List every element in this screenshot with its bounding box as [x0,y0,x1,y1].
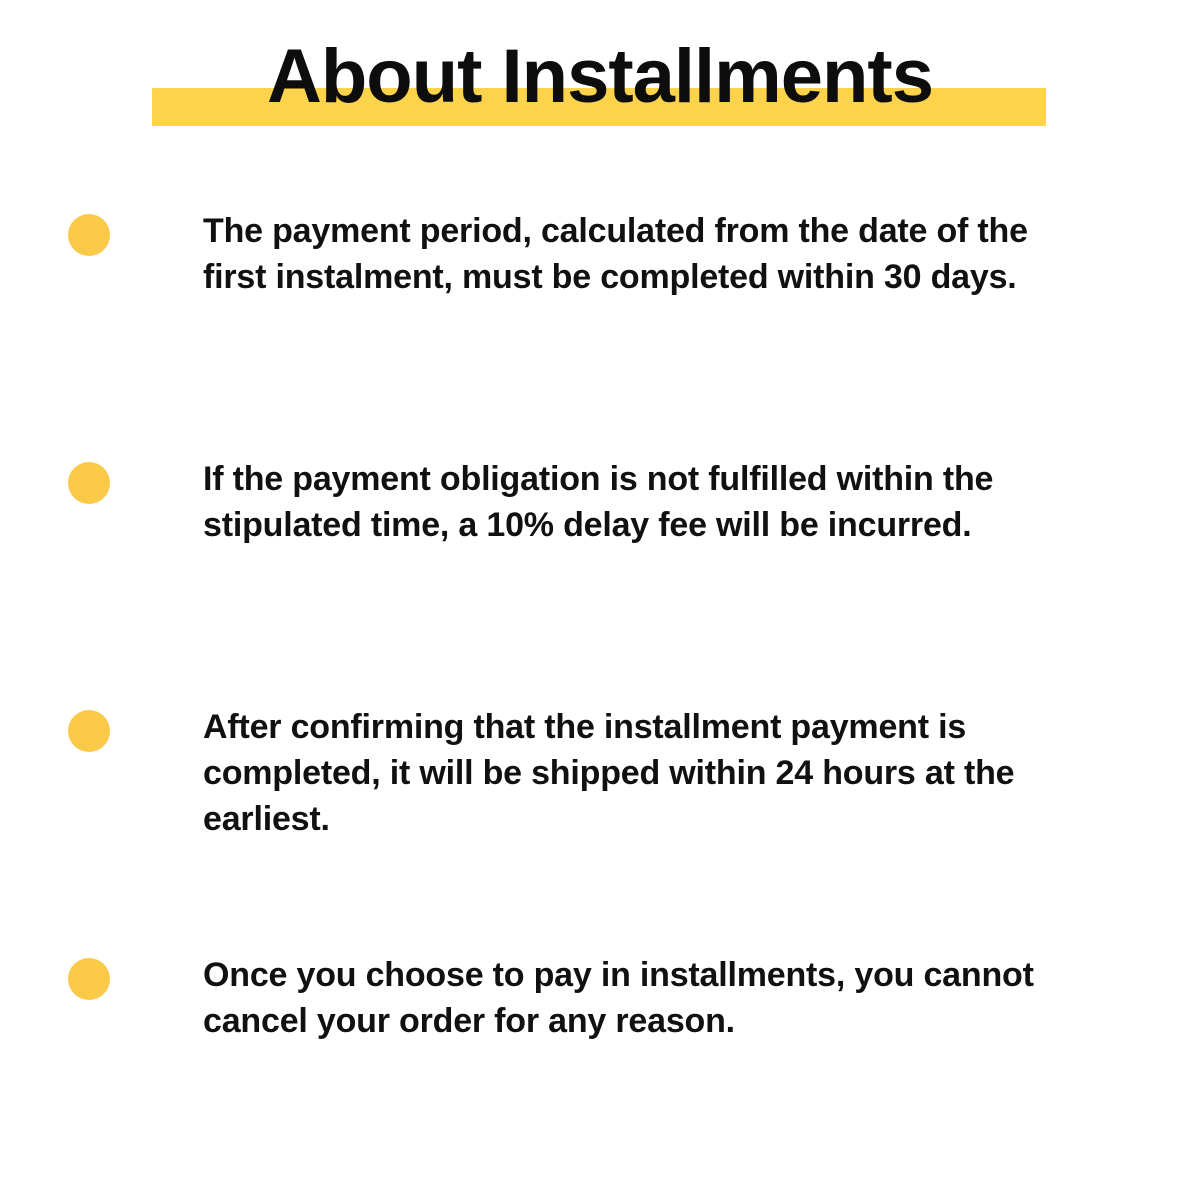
bullet-dot-icon [68,710,110,752]
list-item-text: If the payment obligation is not fulfilled within the stipulated time, a 10% delay fee will be incurred. [203,460,994,544]
list-item-text: Once you choose to pay in installments, you cannot cancel your order for any reason. [203,956,1034,1040]
installment-terms-list [0,150,1200,1142]
bullet-dot-icon [68,462,110,504]
list-item-text: The payment period, calculated from the date of the first instalment, must be completed within 30 days. [203,212,1028,296]
page-title: About Installments [266,34,934,119]
bullet-dot-icon [68,214,110,256]
list-item [0,646,1200,894]
list-item [0,894,1200,1142]
page-header [0,0,1200,150]
list-item-text: After confirming that the installment payment is completed, it will be shipped within 24 hours at the earliest. [203,708,1015,838]
list-item [0,150,1200,398]
list-item [0,398,1200,646]
bullet-dot-icon [68,958,110,1000]
